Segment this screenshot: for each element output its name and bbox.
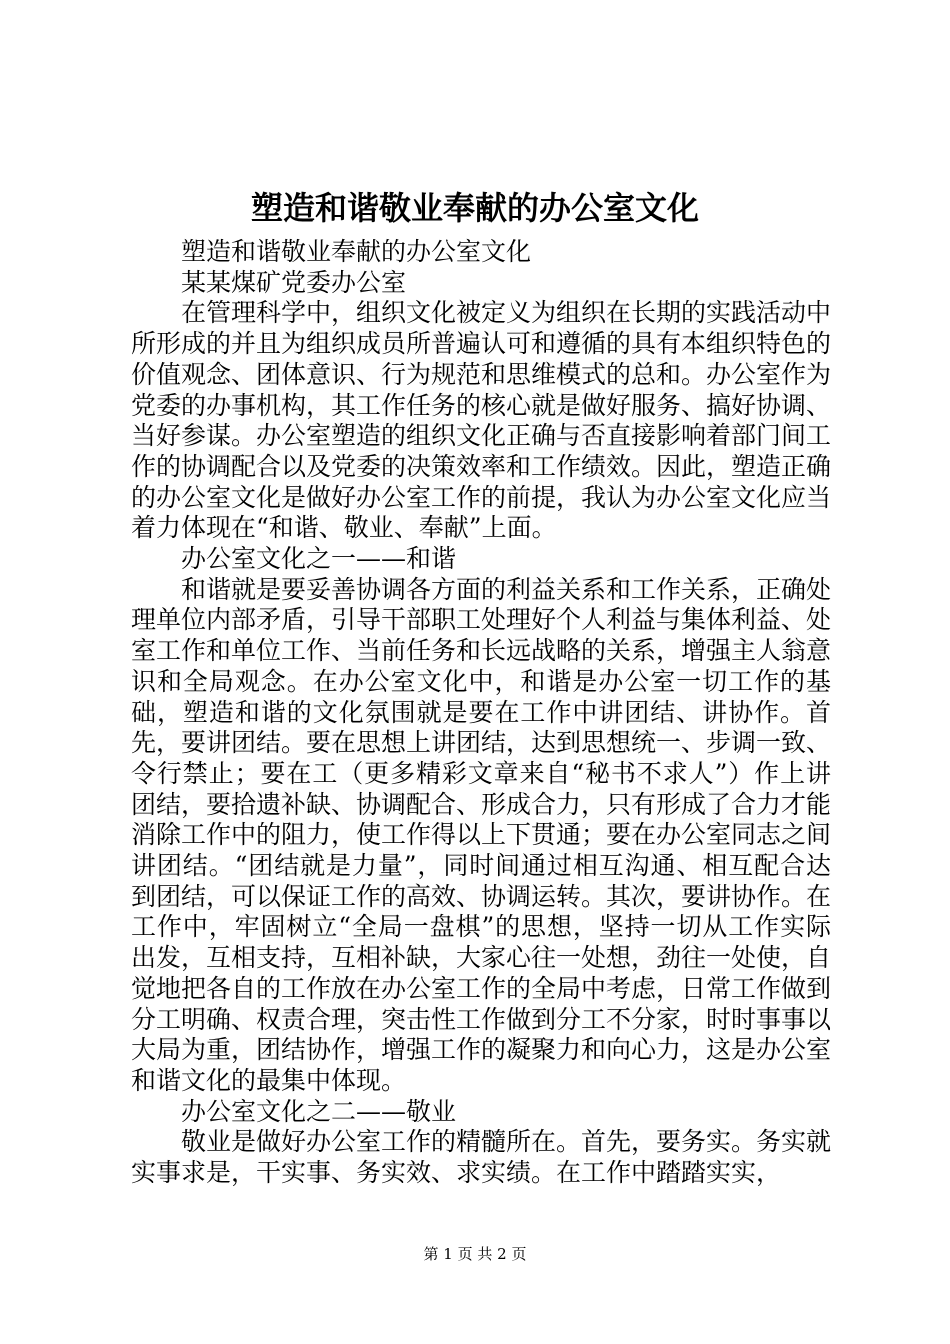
section-heading-dedication: 办公室文化之二——敬业 (181, 1096, 457, 1126)
page-number-footer: 第 1 页 共 2 页 (423, 1245, 527, 1263)
document-title: 塑造和谐敬业奉献的办公室文化 (250, 189, 699, 227)
intro-paragraph: 在管理科学中，组织文化被定义为组织在长期的实践活动中所形成的并且为组织成员所普遍认可和遵循的具有本组织特色的价值观念、团体意识、行为规范和思维模式的总和。办公室作为党委的办事机构，其工作任务的核心就是做好服务、搞好协调、当好参谋。办公室塑造的组织文化正确与否直接影响着部门间工作的协调配合以及党委的决策效率和工作绩效。因此，塑造正确的办公室文化是做好办公室工作的前提，我认为办公室文化应当着力体现在“和谐、敬业、奉献”上面。 (131, 298, 832, 543)
section-heading-harmony: 办公室文化之一——和谐 (181, 544, 457, 574)
document-body (131, 237, 831, 1189)
subtitle-line: 塑造和谐敬业奉献的办公室文化 (181, 237, 532, 266)
harmony-paragraph: 和谐就是要妥善协调各方面的利益关系和工作关系，正确处理单位内部矛盾，引导干部职工处理好个人利益与集体利益、处室工作和单位工作、当前任务和长远战略的关系，增强主人翁意识和全局观念。在办公室文化中，和谐是办公室一切工作的基础，塑造和谐的文化氛围就是要在工作中讲团结、讲协作。首先，要讲团结。要在思想上讲团结，达到思想统一、步调一致、令行禁止；要在工（更多精彩文章来自“秘书不求人”）作上讲团结，要拾遗补缺、协调配合、形成合力，只有形成了合力才能消除工作中的阻力，使工作得以上下贯通；要在办公室同志之间讲团结。“团结就是力量”，同时间通过相互沟通、相互配合达到团结，可以保证工作的高效、协调运转。其次，要讲协作。在工作中，牢固树立“全局一盘棋”的思想，坚持一切从工作实际出发，互相支持，互相补缺，大家心往一处想，劲往一处使，自觉地把各自的工作放在办公室工作的全局中考虑，日常工作做到分工明确、权责合理，突击性工作做到分工不分家，时时事事以大局为重，团结协作，增强工作的凝聚力和向心力，这是办公室和谐文化的最集中体现。 (131, 574, 832, 1095)
dedication-paragraph: 敬业是做好办公室工作的精髓所在。首先，要务实。务实就实事求是，干实事、务实效、求实绩。在工作中踏踏实实， (131, 1127, 832, 1188)
author-line: 某某煤矿党委办公室 (181, 267, 407, 297)
